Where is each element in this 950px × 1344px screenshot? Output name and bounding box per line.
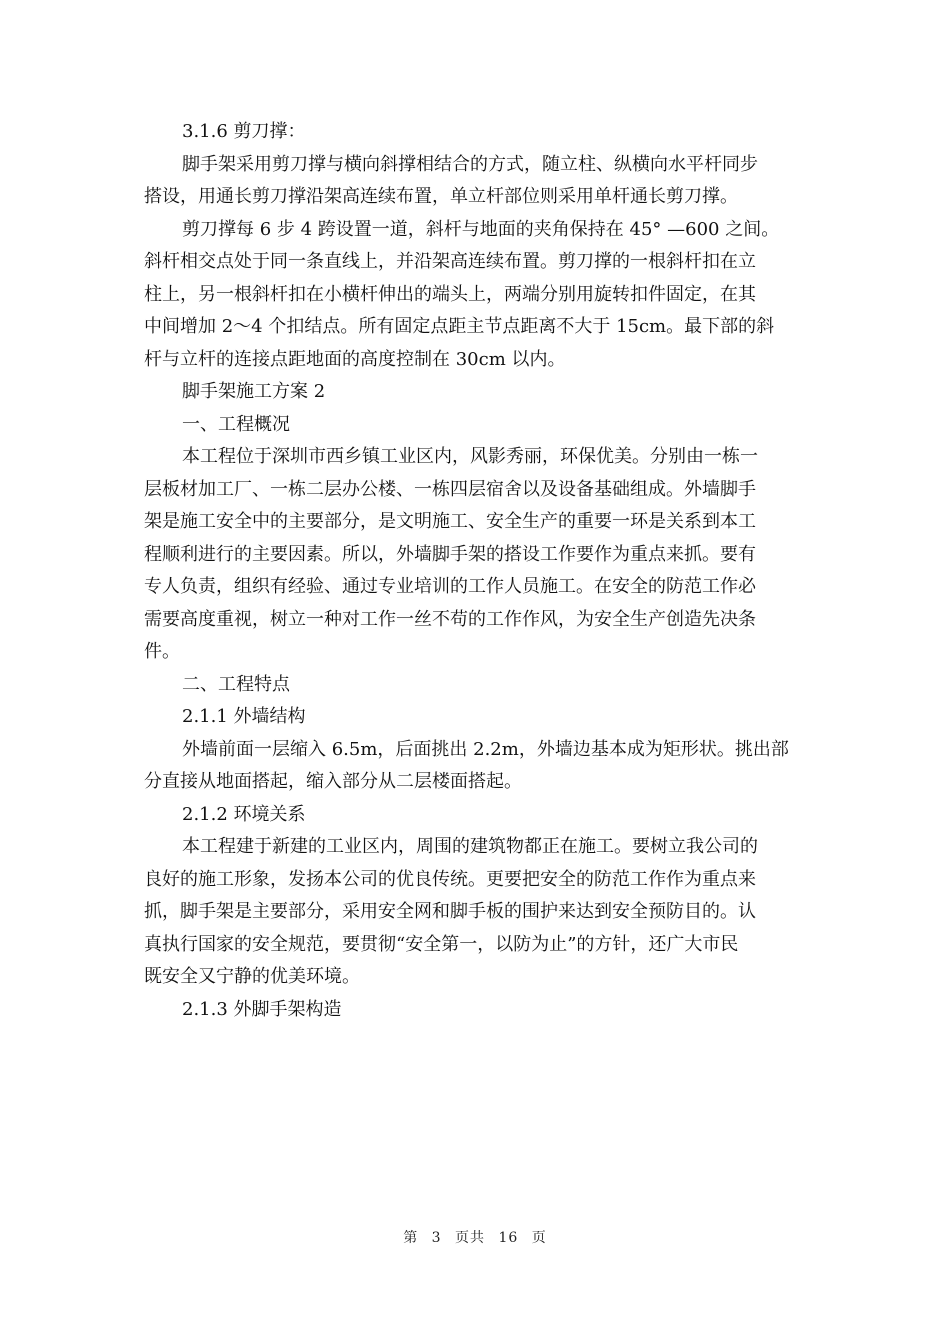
text-line: 2.1.2 环境关系 — [182, 803, 306, 825]
text-line: 件。 — [144, 641, 180, 662]
text-line: 中间增加 2～4 个扣结点。所有固定点距主节点距离不大于 15cm。最下部的斜 — [144, 316, 775, 337]
text-line: 搭设，用通长剪刀撑沿架高连续布置，单立杆部位则采用单杆通长剪刀撑。 — [144, 186, 738, 207]
text-line: 2.1.1 外墙结构 — [182, 706, 306, 727]
text-line: 脚手架施工方案 2 — [182, 381, 326, 402]
document-body — [144, 116, 808, 1026]
text-line: 一、工程概况 — [182, 413, 290, 435]
text-line: 需要高度重视，树立一种对工作一丝不苟的工作作风，为安全生产创造先决条 — [144, 608, 756, 630]
text-line: 良好的施工形象，发扬本公司的优良传统。更要把安全的防范工作作为重点来 — [144, 868, 756, 890]
text-line: 专人负责，组织有经验、通过专业培训的工作人员施工。在安全的防范工作必 — [144, 576, 756, 597]
footer-current-page: 3 — [431, 1230, 442, 1246]
text-line: 分直接从地面搭起，缩入部分从二层楼面搭起。 — [144, 771, 522, 792]
text-line: 外墙前面一层缩入 6.5m，后面挑出 2.2m，外墙边基本成为矩形状。挑出部 — [182, 738, 789, 760]
text-line: 层板材加工厂、一栋二层办公楼、一栋四层宿舍以及设备基础组成。外墙脚手 — [144, 478, 756, 500]
text-line: 斜杆相交点处于同一条直线上，并沿架高连续布置。剪刀撑的一根斜杆扣在立 — [144, 251, 756, 272]
footer-suffix: 页 — [531, 1230, 547, 1246]
footer-prefix: 第 — [403, 1230, 419, 1246]
footer-total-pages: 16 — [498, 1230, 519, 1246]
text-line: 剪刀撑每 6 步 4 跨设置一道，斜杆与地面的夹角保持在 45° —600 之间。 — [182, 218, 780, 240]
text-line: 杆与立杆的连接点距地面的高度控制在 30cm 以内。 — [144, 348, 566, 370]
text-line: 本工程建于新建的工业区内，周围的建筑物都正在施工。要树立我公司的 — [182, 836, 758, 857]
text-line: 二、工程特点 — [182, 673, 290, 695]
text-line: 抓，脚手架是主要部分，采用安全网和脚手板的围护来达到安全预防目的。认 — [144, 901, 756, 922]
text-line: 既安全又宁静的优美环境。 — [144, 966, 360, 987]
page-footer — [0, 1227, 950, 1247]
text-line: 3.1.6 剪刀撑： — [182, 121, 306, 142]
text-line: 2.1.3 外脚手架构造 — [182, 998, 342, 1020]
text-line: 真执行国家的安全规范，要贯彻“安全第一，以防为止”的方针，还广大市民 — [144, 933, 739, 955]
text-line: 脚手架采用剪刀撑与横向斜撑相结合的方式，随立柱、纵横向水平杆同步 — [182, 153, 758, 175]
text-line: 柱上，另一根斜杆扣在小横杆伸出的端头上，两端分别用旋转扣件固定，在其 — [144, 283, 756, 305]
text-line: 本工程位于深圳市西乡镇工业区内，风影秀丽，环保优美。分别由一栋一 — [182, 446, 758, 467]
footer-middle: 页共 — [455, 1230, 486, 1246]
text-line: 程顺利进行的主要因素。所以，外墙脚手架的搭设工作要作为重点来抓。要有 — [144, 543, 756, 565]
text-line: 架是施工安全中的主要部分，是文明施工、安全生产的重要一环是关系到本工 — [144, 511, 756, 532]
